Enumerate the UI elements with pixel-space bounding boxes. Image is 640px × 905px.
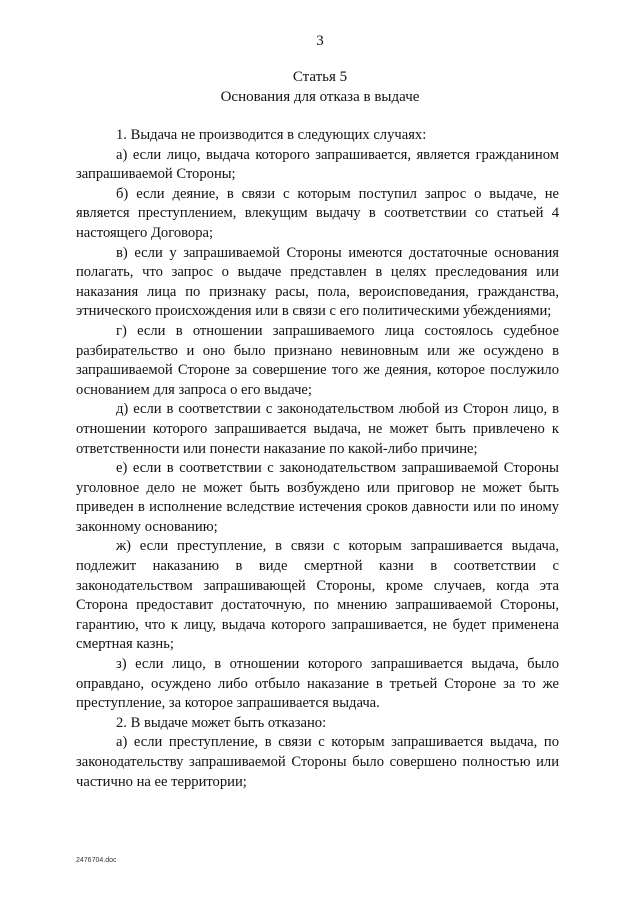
paragraph: д) если в соответствии с законодательством любой из Сторон лицо, в отношении которого запрашивается выдача, не может быть привлечено к ответственности или понести наказание по какой-либо причине; [76,401,559,457]
paragraph: г) если в отношении запрашиваемого лица состоялось судебное разбирательство и оно было признано невиновным или же осуждено в запрашиваемой Стороне за совершение того же деяния, которое послужило основанием для запроса о его выдаче; [76,322,559,398]
paragraph: ж) если преступление, в связи с которым запрашивается выдача, подлежит наказанию в виде смертной казни в соответствии с законодательством запрашивающей Стороны, кроме случаев, когда эта Сторона предоставит достаточную, по мнению запрашиваемой Стороны, гарантию, что к лицу, выдача которого запрашивается, не будет применена смертная казнь; [76,538,559,653]
paragraph: 2. В выдаче может быть отказано: [116,714,327,731]
article-subtitle: Основания для отказа в выдаче [220,89,420,105]
paragraph: 1. Выдача не производится в следующих случаях: [116,127,427,143]
page-number: 3 [316,33,324,49]
paragraph: а) если преступление, в связи с которым запрашивается выдача, по законодательству запрашиваемой Стороны было совершено полностью или частично на ее территории; [76,734,559,790]
paragraph: в) если у запрашиваемой Стороны имеются достаточные основания полагать, что запрос о выдаче представлен в целях преследования или наказания лица по признаку расы, пола, вероисповедания, гражданства, этнического происхождения или в связи с его политическими убеждениями; [76,244,559,320]
paragraph: з) если лицо, в отношении которого запрашивается выдача, было оправдано, осуждено либо отбыло наказание в третьей Стороне за то же преступление, за которое запрашивается выдача. [76,656,559,712]
article-body [76,126,559,792]
paragraph: б) если деяние, в связи с которым поступил запрос о выдаче, не является преступлением, влекущим выдачу в соответствии со статьей 4 настоящего Договора; [76,185,559,241]
footer-filename: 2476704.doc [76,857,117,864]
article-title: Статья 5 [292,69,348,85]
paragraph: а) если лицо, выдача которого запрашивается, является гражданином запрашиваемой Стороны; [76,146,559,183]
paragraph: е) если в соответствии с законодательством запрашиваемой Стороны уголовное дело не может быть возбуждено или приговор не может быть приведен в исполнение вследствие истечения сроков давности или по иному законному основанию; [76,460,559,535]
